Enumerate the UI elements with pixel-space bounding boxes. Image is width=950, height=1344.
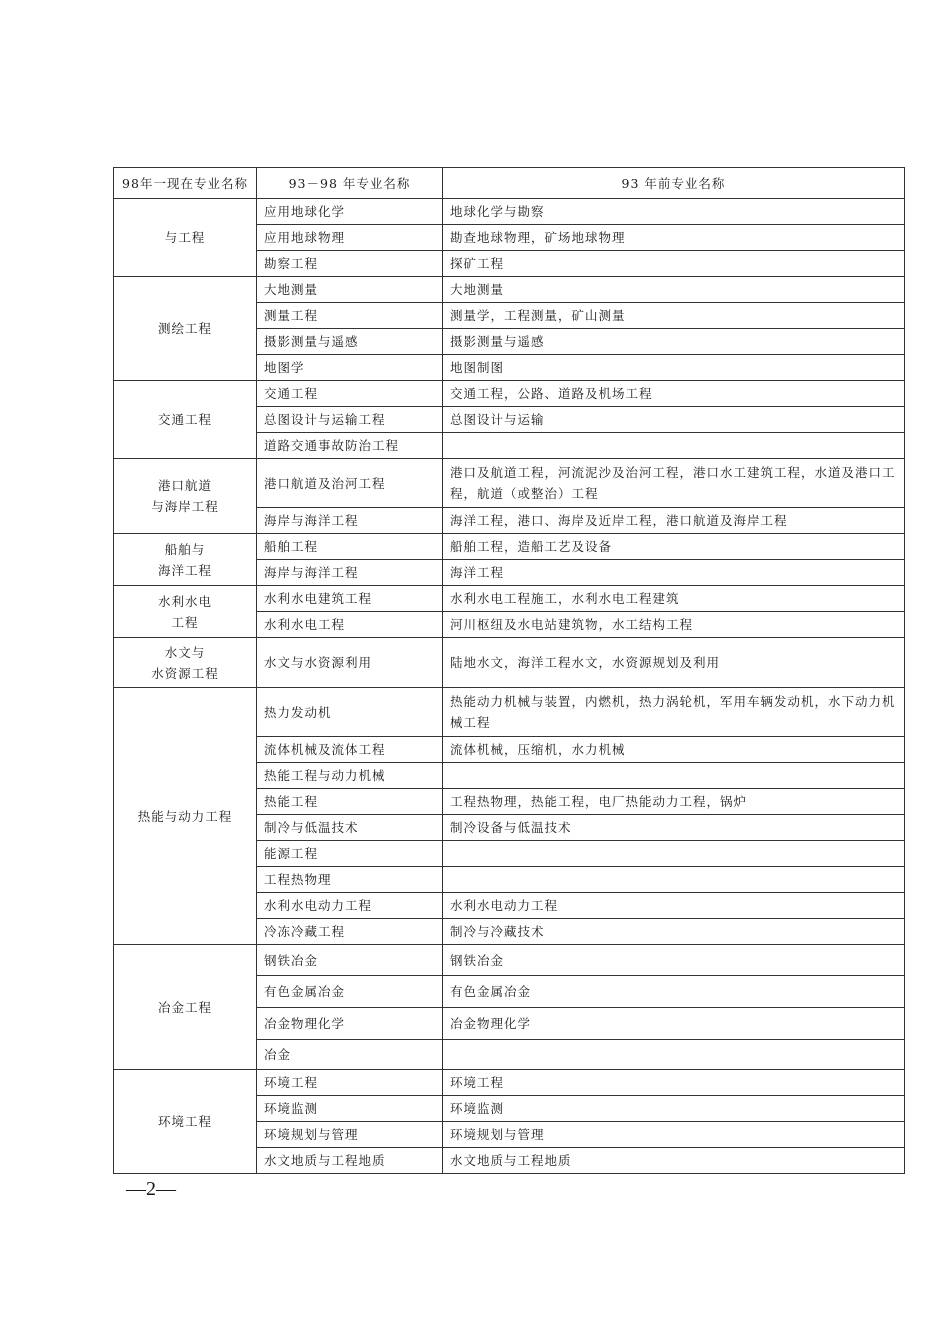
pre-93-major-cell	[443, 433, 905, 459]
pre-93-major-cell: 港口及航道工程，河流泥沙及治河工程，港口水工建筑工程，水道及港口工程，航道（或整治）工程	[443, 459, 905, 508]
major-93-98-cell: 热力发动机	[257, 688, 443, 737]
major-93-98-cell: 水利水电建筑工程	[257, 586, 443, 612]
table-row	[114, 945, 905, 976]
table-row	[114, 199, 905, 225]
table-row	[114, 459, 905, 508]
major-93-98-cell: 船舶工程	[257, 534, 443, 560]
current-major-cell	[114, 459, 257, 534]
pre-93-major-cell: 总图设计与运输	[443, 407, 905, 433]
table-row	[114, 638, 905, 688]
major-93-98-cell: 大地测量	[257, 277, 443, 303]
current-major-name: 环境工程	[157, 1114, 212, 1129]
current-major-name: 交通工程	[157, 412, 212, 427]
major-93-98-cell: 热能工程	[257, 789, 443, 815]
major-93-98-cell: 冷冻冷藏工程	[257, 919, 443, 945]
table-row	[114, 586, 905, 612]
major-93-98-cell: 水文与水资源利用	[257, 638, 443, 688]
major-comparison-table	[113, 167, 905, 1174]
major-93-98-cell: 有色金属冶金	[257, 976, 443, 1008]
table-row	[114, 381, 905, 407]
pre-93-major-cell: 交通工程，公路、道路及机场工程	[443, 381, 905, 407]
pre-93-major-cell: 摄影测量与遥感	[443, 329, 905, 355]
current-major-cell	[114, 586, 257, 638]
current-major-name: 与工程	[164, 230, 206, 245]
pre-93-major-cell	[443, 867, 905, 893]
pre-93-major-cell: 环境规划与管理	[443, 1122, 905, 1148]
pre-93-major-cell: 有色金属冶金	[443, 976, 905, 1008]
pre-93-major-cell: 大地测量	[443, 277, 905, 303]
page-number: —2—	[126, 1178, 176, 1200]
major-93-98-cell: 水利水电工程	[257, 612, 443, 638]
table-body	[114, 199, 905, 1174]
current-major-name: 船舶与	[164, 541, 206, 557]
current-major-name: 海洋工程	[157, 562, 212, 578]
header-93-98-major: 93－98 年专业名称	[257, 168, 443, 199]
major-93-98-cell: 港口航道及治河工程	[257, 459, 443, 508]
current-major-name: 与海岸工程	[151, 499, 219, 514]
pre-93-major-cell: 河川枢纽及水电站建筑物，水工结构工程	[443, 612, 905, 638]
major-93-98-cell: 摄影测量与遥感	[257, 329, 443, 355]
pre-93-major-cell	[443, 1040, 905, 1070]
pre-93-major-cell: 水文地质与工程地质	[443, 1148, 905, 1174]
pre-93-major-cell: 冶金物理化学	[443, 1008, 905, 1040]
major-93-98-cell: 环境规划与管理	[257, 1122, 443, 1148]
current-major-cell	[114, 945, 257, 1070]
major-93-98-cell: 工程热物理	[257, 867, 443, 893]
pre-93-major-cell	[443, 841, 905, 867]
pre-93-major-cell: 流体机械，压缩机，水力机械	[443, 737, 905, 763]
pre-93-major-cell: 环境工程	[443, 1070, 905, 1096]
pre-93-major-cell: 陆地水文，海洋工程水文，水资源规划及利用	[443, 638, 905, 688]
current-major-cell	[114, 381, 257, 459]
pre-93-major-cell: 勘查地球物理，矿场地球物理	[443, 225, 905, 251]
current-major-name: 测绘工程	[157, 321, 212, 336]
major-93-98-cell: 交通工程	[257, 381, 443, 407]
pre-93-major-cell: 地球化学与勘察	[443, 199, 905, 225]
major-93-98-cell: 能源工程	[257, 841, 443, 867]
pre-93-major-cell: 测量学，工程测量，矿山测量	[443, 303, 905, 329]
major-93-98-cell: 水文地质与工程地质	[257, 1148, 443, 1174]
major-93-98-cell: 环境监测	[257, 1096, 443, 1122]
major-93-98-cell: 应用地球物理	[257, 225, 443, 251]
major-93-98-cell: 海岸与海洋工程	[257, 560, 443, 586]
header-current-major: 98年一现在专业名称	[114, 168, 257, 199]
major-93-98-cell: 地图学	[257, 355, 443, 381]
table-row	[114, 277, 905, 303]
current-major-name: 冶金工程	[157, 999, 212, 1015]
major-93-98-cell: 环境工程	[257, 1070, 443, 1096]
current-major-cell	[114, 199, 257, 277]
current-major-name: 工程	[171, 614, 199, 630]
major-93-98-cell: 冶金	[257, 1040, 443, 1070]
table-row	[114, 534, 905, 560]
header-row	[114, 168, 905, 199]
pre-93-major-cell: 水利水电工程施工，水利水电工程建筑	[443, 586, 905, 612]
major-93-98-cell: 应用地球化学	[257, 199, 443, 225]
pre-93-major-cell: 海洋工程	[443, 560, 905, 586]
major-93-98-cell: 测量工程	[257, 303, 443, 329]
current-major-name: 水资源工程	[151, 665, 219, 681]
current-major-cell	[114, 1070, 257, 1174]
major-93-98-cell: 制冷与低温技术	[257, 815, 443, 841]
pre-93-major-cell: 海洋工程，港口、海岸及近岸工程，港口航道及海岸工程	[443, 508, 905, 534]
current-major-name: 热能与动力工程	[137, 808, 233, 824]
table-row	[114, 688, 905, 737]
pre-93-major-cell: 船舶工程，造船工艺及设备	[443, 534, 905, 560]
pre-93-major-cell: 热能动力机械与装置，内燃机，热力涡轮机，军用车辆发动机，水下动力机械工程	[443, 688, 905, 737]
major-93-98-cell: 冶金物理化学	[257, 1008, 443, 1040]
pre-93-major-cell: 水利水电动力工程	[443, 893, 905, 919]
pre-93-major-cell: 钢铁冶金	[443, 945, 905, 976]
pre-93-major-cell: 地图制图	[443, 355, 905, 381]
major-93-98-cell: 勘察工程	[257, 251, 443, 277]
pre-93-major-cell: 制冷与冷藏技术	[443, 919, 905, 945]
major-93-98-cell: 流体机械及流体工程	[257, 737, 443, 763]
current-major-name: 水文与	[164, 644, 206, 660]
major-93-98-cell: 钢铁冶金	[257, 945, 443, 976]
current-major-cell	[114, 277, 257, 381]
current-major-cell	[114, 688, 257, 945]
major-93-98-cell: 道路交通事故防治工程	[257, 433, 443, 459]
table-row	[114, 1070, 905, 1096]
header-pre-93-major: 93 年前专业名称	[443, 168, 905, 199]
pre-93-major-cell: 工程热物理，热能工程，电厂热能动力工程，锅炉	[443, 789, 905, 815]
current-major-cell	[114, 638, 257, 688]
pre-93-major-cell: 制冷设备与低温技术	[443, 815, 905, 841]
current-major-name: 港口航道	[157, 478, 212, 493]
pre-93-major-cell: 探矿工程	[443, 251, 905, 277]
current-major-name: 水利水电	[157, 593, 212, 609]
major-93-98-cell: 水利水电动力工程	[257, 893, 443, 919]
major-93-98-cell: 热能工程与动力机械	[257, 763, 443, 789]
pre-93-major-cell	[443, 763, 905, 789]
major-93-98-cell: 海岸与海洋工程	[257, 508, 443, 534]
current-major-cell	[114, 534, 257, 586]
major-93-98-cell: 总图设计与运输工程	[257, 407, 443, 433]
pre-93-major-cell: 环境监测	[443, 1096, 905, 1122]
